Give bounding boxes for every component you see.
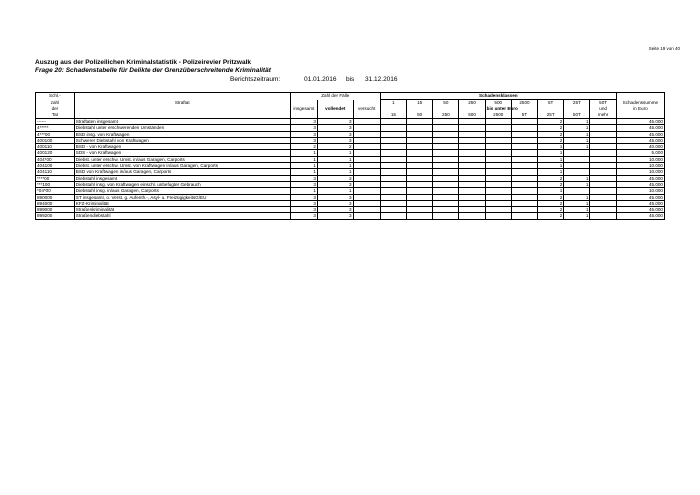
- count-completed: 1: [317, 150, 353, 156]
- offense-key: ***100: [36, 181, 75, 187]
- count-total: 3: [290, 131, 317, 137]
- class-upper-bound: mehr: [590, 112, 616, 119]
- offense-key: 4*****: [36, 125, 75, 131]
- class-upper-bound: 2500: [485, 112, 511, 119]
- damage-sum: 45.000: [616, 181, 664, 187]
- key-header-3: der: [36, 106, 75, 112]
- class-lower-bound: 500: [485, 100, 511, 107]
- damage-sum: 45.000: [616, 131, 664, 137]
- count-total: 3: [290, 213, 317, 219]
- damage-class-count: 2: [538, 119, 564, 125]
- count-attempted: [353, 213, 380, 219]
- count-completed: 3: [317, 119, 353, 125]
- offense-name: BSD - von Kraftwagen: [74, 144, 290, 150]
- damage-sum: 45.000: [616, 137, 664, 143]
- count-completed: 3: [317, 137, 353, 143]
- count-total: 1: [290, 169, 317, 175]
- attempted-header: versucht: [353, 106, 380, 112]
- damage-sum: 5.000: [616, 150, 664, 156]
- count-completed: 2: [317, 144, 353, 150]
- damage-class-count: 2: [538, 175, 564, 181]
- offense-key: ****00: [36, 175, 75, 181]
- class-upper-bound: 50T: [564, 112, 590, 119]
- damage-class-count: [590, 213, 616, 219]
- damage-sum: 45.000: [616, 200, 664, 206]
- damage-class-count: 2: [538, 213, 564, 219]
- completed-header: vollendet: [317, 106, 353, 112]
- offense-name: ST insgesamt, o. Verst. g. Aufenth.-, Asyl- u. FreizügigkeitsG/EU: [74, 194, 290, 200]
- damage-class-count: 1: [538, 169, 564, 175]
- damage-class-count: 2: [538, 125, 564, 131]
- count-total: 3: [290, 119, 317, 125]
- class-lower-bound: 2500: [511, 100, 537, 107]
- period-label: Berichtszeitraum:: [230, 76, 281, 83]
- damage-class-count: 1: [538, 150, 564, 156]
- count-total: 3: [290, 200, 317, 206]
- count-completed: 3: [317, 200, 353, 206]
- count-completed: 3: [317, 207, 353, 213]
- key-header-2: zahl: [36, 100, 75, 107]
- damage-class-count: 2: [538, 207, 564, 213]
- page-number: Seite 19 von 40: [648, 46, 680, 51]
- damage-sum: 45.000: [616, 175, 664, 181]
- damage-class-count: [407, 213, 433, 219]
- case-count-header: Zahl der Fälle: [290, 93, 380, 100]
- period-from: 01.01.2016: [304, 76, 337, 83]
- key-header: Schl.-: [36, 93, 75, 100]
- damage-class-count: [380, 213, 406, 219]
- count-completed: 3: [317, 194, 353, 200]
- damage-sum: 10.000: [616, 163, 664, 169]
- offense-name: Diebst. unter erschw. Umst. von Kraftwagen in/aus Garagen, Carports: [74, 163, 290, 169]
- offense-key: 400110: [36, 144, 75, 150]
- damage-class-count: 1: [564, 119, 590, 125]
- offense-name: Straftaten insgesamt: [74, 119, 290, 125]
- offense-key: 894000: [36, 200, 75, 206]
- damage-class-count: 2: [538, 131, 564, 137]
- offense-name: Diebstahl unter erschwerenden Umständen: [74, 125, 290, 131]
- count-total: 3: [290, 194, 317, 200]
- count-total: 2: [290, 144, 317, 150]
- damage-class-count: 1: [564, 175, 590, 181]
- class-upper-bound: 15: [380, 112, 406, 119]
- offense-name: BSD von Kraftwagen in/aus Garagen, Carports: [74, 169, 290, 175]
- offense-key: 899200: [36, 213, 75, 219]
- damage-sum: 10.000: [616, 169, 664, 175]
- damage-sum: 45.000: [616, 119, 664, 125]
- class-lower-bound: 5T: [538, 100, 564, 107]
- damage-class-count: 1: [564, 125, 590, 131]
- sum-header-unit: in Euro: [616, 106, 664, 112]
- period-to: 31.12.2016: [365, 76, 398, 83]
- damage-sum: 10.000: [616, 156, 664, 162]
- bis-unter-header: bis unter Euro: [486, 106, 518, 111]
- report-subtitle: Frage 20: Schadenstabelle für Delikte der Grenzüberschreitende Kriminalität: [35, 67, 271, 74]
- count-completed: 1: [317, 169, 353, 175]
- offense-key: 890000: [36, 194, 75, 200]
- damage-class-count: 2: [538, 181, 564, 187]
- count-completed: 3: [317, 131, 353, 137]
- key-header-4: Tat: [36, 112, 75, 119]
- offense-key: 404110: [36, 169, 75, 175]
- offense-name: Straßenkriminalität: [74, 207, 290, 213]
- report-title: Auszug aus der Polizeilichen Kriminalstatistik - Polizeirevier Pritzwalk: [35, 59, 252, 66]
- class-lower-bound: 250: [459, 100, 485, 107]
- offense-name: KFZ-Kriminalität: [74, 200, 290, 206]
- damage-class-count: 1: [564, 131, 590, 137]
- offense-key: 899000: [36, 207, 75, 213]
- count-completed: 3: [317, 175, 353, 181]
- damage-class-count: 1: [538, 188, 564, 194]
- damage-class-count: [511, 213, 537, 219]
- table-body: [36, 119, 665, 220]
- damage-class-count: 2: [538, 194, 564, 200]
- offense-key: 400100: [36, 137, 75, 143]
- class-upper-bound: 500: [459, 112, 485, 119]
- damage-class-count: 1: [564, 194, 590, 200]
- class-lower-bound: 15: [407, 100, 433, 107]
- damage-class-count: 1: [538, 156, 564, 162]
- offense-key: 4***00: [36, 131, 75, 137]
- period-sep: bis: [346, 76, 355, 83]
- offense-key: *04*00: [36, 188, 75, 194]
- count-total: 1: [290, 163, 317, 169]
- count-completed: 3: [317, 125, 353, 131]
- offense-key: 404100: [36, 163, 75, 169]
- offense-key: 404*00: [36, 156, 75, 162]
- damage-classes-header: Schadensklassen: [380, 93, 616, 100]
- offense-header: Straftat: [74, 100, 290, 107]
- offense-name: SDS - von Kraftwagen: [74, 150, 290, 156]
- damage-class-count: 2: [538, 200, 564, 206]
- class-lower-bound: 1: [380, 100, 406, 107]
- class-upper-bound: 5T: [511, 112, 537, 119]
- offense-key: ------: [36, 119, 75, 125]
- damage-sum: 45.000: [616, 125, 664, 131]
- damage-class-count: [485, 213, 511, 219]
- damage-class-count: 1: [564, 144, 590, 150]
- count-total: 3: [290, 137, 317, 143]
- offense-name: Diebstahl insg. von Kraftwagen einschl. unbefugter Gebrauch: [74, 181, 290, 187]
- damage-class-count: [433, 213, 459, 219]
- class-lower-bound: 50: [433, 100, 459, 107]
- class-lower-bound: 25T: [564, 100, 590, 107]
- count-completed: 1: [317, 163, 353, 169]
- table-row: [36, 213, 665, 219]
- damage-sum: 45.000: [616, 213, 664, 219]
- damage-class-count: 1: [564, 181, 590, 187]
- class-upper-bound: 25T: [538, 112, 564, 119]
- class-extra: und: [590, 106, 616, 112]
- count-completed: 3: [317, 213, 353, 219]
- count-completed: 3: [317, 181, 353, 187]
- damage-class-count: 1: [564, 200, 590, 206]
- sum-header: Schadenssumme: [616, 100, 664, 107]
- offense-key: 400120: [36, 150, 75, 156]
- offense-name: Diebst. unter erschw. Umst. in/aus Garagen, Carports: [74, 156, 290, 162]
- damage-sum: 10.000: [616, 188, 664, 194]
- damage-sum: 45.000: [616, 194, 664, 200]
- damage-class-count: 1: [538, 163, 564, 169]
- table-header: [36, 93, 665, 119]
- offense-name: Diebstahl insgesamt: [74, 175, 290, 181]
- count-completed: 1: [317, 188, 353, 194]
- count-total: 3: [290, 175, 317, 181]
- damage-sum: 45.000: [616, 207, 664, 213]
- damage-class-count: [459, 213, 485, 219]
- damage-class-count: 1: [564, 207, 590, 213]
- damage-sum: 40.000: [616, 144, 664, 150]
- offense-name: Straßendiebstahl: [74, 213, 290, 219]
- offense-name: Diebstahl insg. in/aus Garagen, Carports: [74, 188, 290, 194]
- count-total: 1: [290, 188, 317, 194]
- offense-name: Schwerer Diebstahl von Kraftwagen: [74, 137, 290, 143]
- count-total: 3: [290, 181, 317, 187]
- class-upper-bound: 250: [433, 112, 459, 119]
- total-header: insgesamt: [290, 106, 317, 112]
- count-total: 3: [290, 207, 317, 213]
- class-lower-bound: 50T: [590, 100, 616, 107]
- damage-class-count: 2: [538, 137, 564, 143]
- count-total: 3: [290, 125, 317, 131]
- damage-class-count: 1: [564, 213, 590, 219]
- damage-class-count: 1: [564, 137, 590, 143]
- offense-name: BSD insg. von Kraftwagen: [74, 131, 290, 137]
- count-total: 1: [290, 156, 317, 162]
- count-total: 1: [290, 150, 317, 156]
- class-upper-bound: 50: [407, 112, 433, 119]
- damage-table: [35, 92, 665, 220]
- count-completed: 1: [317, 156, 353, 162]
- damage-class-count: 1: [538, 144, 564, 150]
